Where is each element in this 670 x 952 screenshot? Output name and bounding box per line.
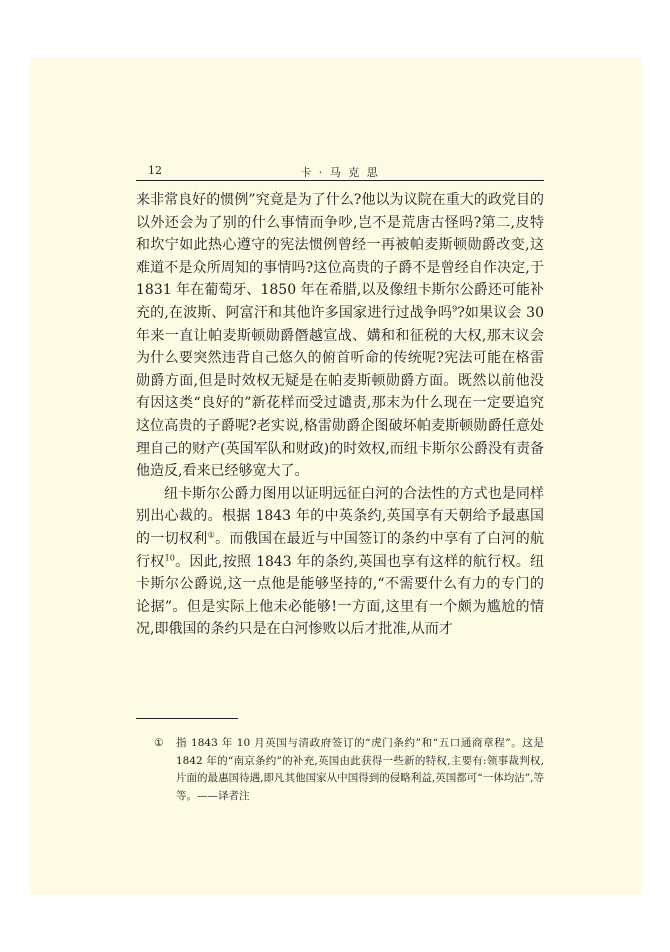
- paragraph-2-part-c: 。因此,按照 1843 年的条约,英国也享有这样的航行权。纽卡斯尔公爵说,这一点他是能够坚持的,“不需要什么有力的专门的论据”。但是实际上他未必能够!一方面,这里有一个颇为尴尬的情况,即俄国的条约只是在白河惨败以后才批准,从而才: [136, 553, 545, 638]
- paragraph-2-part-a: 纽卡斯尔公爵力图用以证明远征白河的合法性的方式也是同样别出心裁的。根据 1843 年的中英条约,英国享有天朝给予最惠国的一切权利: [136, 485, 544, 547]
- page-header: [136, 160, 544, 181]
- paragraph-2: [136, 483, 544, 641]
- paragraph-1-text: 来非常良好的惯例”究竟是为了什么?他以为议院在重大的政党目的以外还会为了别的什么事情而争吵,岂不是荒唐古怪吗?第二,皮特和坎宁如此热心遵守的宪法惯例曾经一再被帕麦斯顿勋爵改变,这难道不是众所周知的事情吗?这位高贵的子爵不是曾经自作决定,于 1831 年在葡萄牙、1850 年在希腊,以及像纽卡斯尔公爵还可能补充的,在波斯、阿富汗和其他许多国家进行过战争吗: [136, 192, 544, 321]
- note-ref-9: 9: [452, 304, 458, 314]
- footnote-divider: [136, 718, 238, 719]
- footnote-marker: ①: [154, 737, 164, 749]
- paragraph-1: [136, 189, 544, 483]
- running-head: 卡 · 马 克 思: [300, 166, 380, 179]
- footnote-text: 指 1843 年 10 月英国与清政府签订的“虎门条约”和“五口通商章程”。这是 1842 年的“南京条约”的补充,英国由此获得一些新的特权,主要有:领事裁判权,片面的最惠国待遇,即凡其他国家从中国得到的侵略利益,英国都可“一体均沾”,等等。——译者注: [176, 737, 544, 802]
- footnote: [154, 735, 544, 805]
- paragraph-2-part-b: 。而俄国在最近与中国签订的条约中享有了白河的航行权: [136, 530, 545, 570]
- footnote-ref-1: ①: [207, 530, 216, 540]
- body-text: [136, 189, 544, 641]
- paragraph-1-tail: ?如果议会 30 年来一直让帕麦斯顿勋爵僭越宣战、媾和和征税的大权,那末议会为什么要突然违背自己悠久的俯首听命的传统呢?宪法可能在格雷勋爵方面,但是时效权无疑是在帕麦斯顿勋爵方面。既然以前他没有因这类“良好的”新花样而受过谴责,那末为什么现在一定要追究这位高贵的子爵呢?老实说,格雷勋爵企图破坏帕麦斯顿勋爵任意处理自己的财产(英国军队和财政)的时效权,而纽卡斯尔公爵没有责备他造反,看来已经够宽大了。: [136, 304, 544, 480]
- page-number: 12: [148, 164, 162, 177]
- note-ref-10: 10: [164, 552, 175, 562]
